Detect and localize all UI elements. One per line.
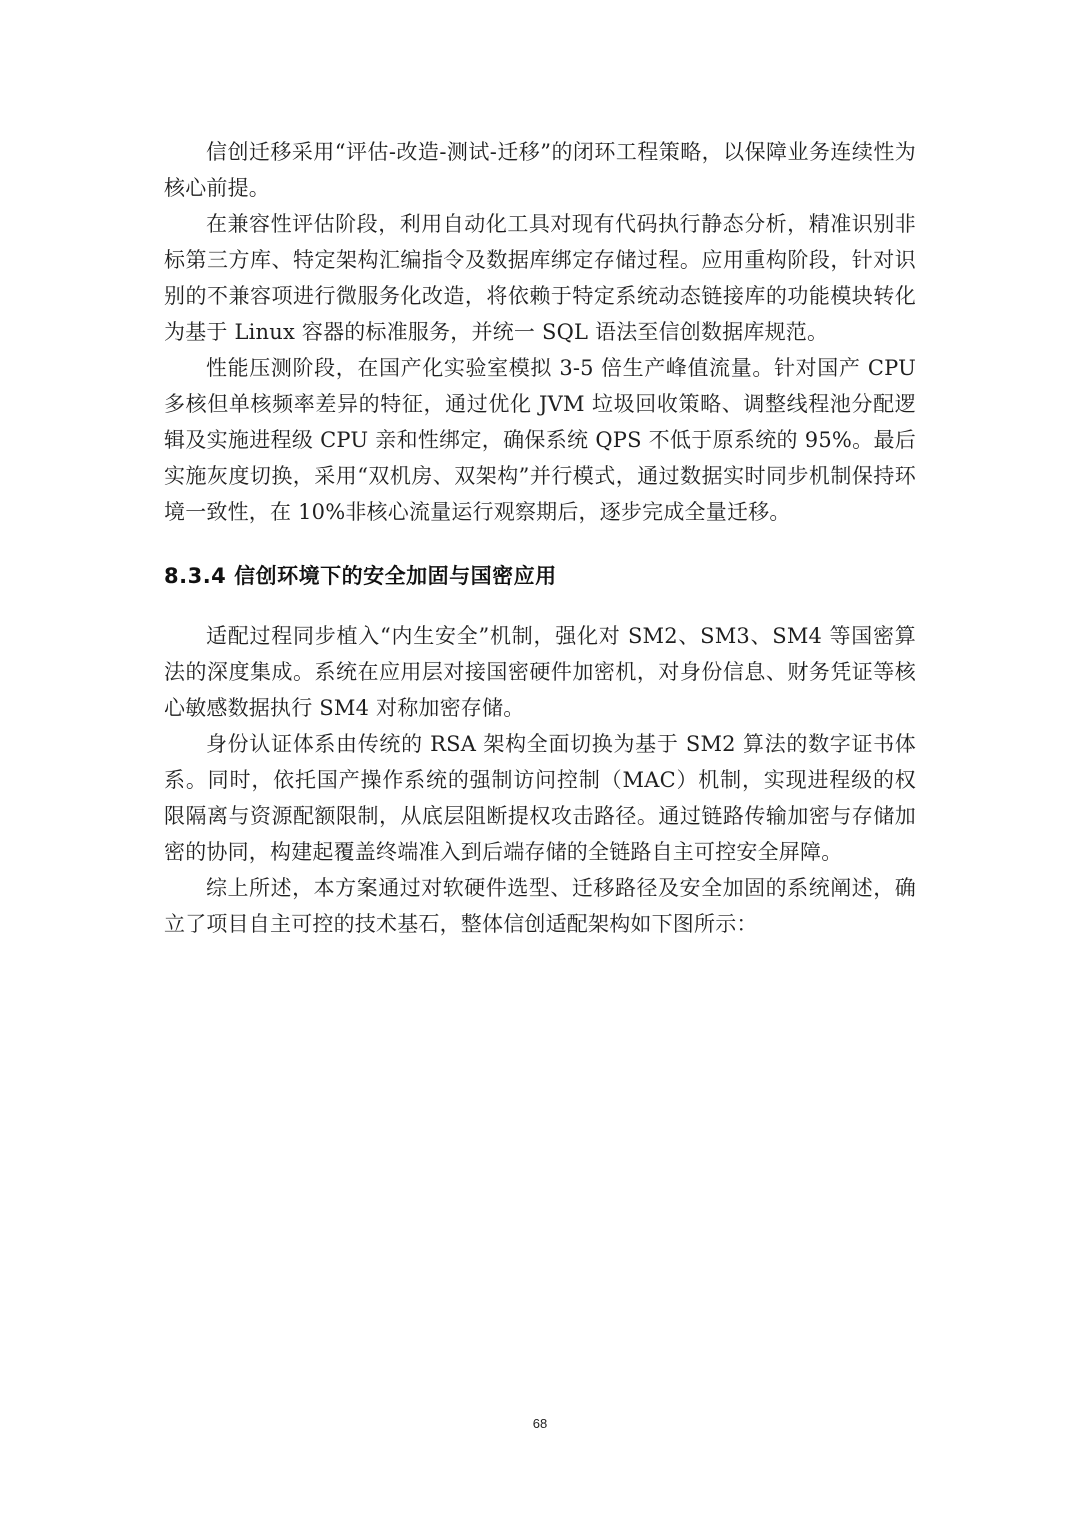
paragraph-performance-testing: 性能压测阶段，在国产化实验室模拟 3-5 倍生产峰值流量。针对国产 CPU 多核但单核频率差异的特征，通过优化 JVM 垃圾回收策略、调整线程池分配逻辑及实施进程级 CPU 亲和性绑定，确保系统 QPS 不低于原系统的 95%。最后实施灰度切换，采用“双机房、双架构”并行模式，通过数据实时同步机制保持环境一致性，在 10%非核心流量运行观察期后，逐步完成全量迁移。 (164, 356, 916, 524)
page-content (164, 134, 916, 942)
paragraph-compatibility-assessment: 在兼容性评估阶段，利用自动化工具对现有代码执行静态分析，精准识别非标第三方库、特定架构汇编指令及数据库绑定存储过程。应用重构阶段，针对识别的不兼容项进行微服务化改造，将依赖于特定系统动态链接库的功能模块转化为基于 Linux 容器的标准服务，并统一 SQL 语法至信创数据库规范。 (164, 212, 916, 344)
paragraph-intrinsic-security: 适配过程同步植入“内生安全”机制，强化对 SM2、SM3、SM4 等国密算法的深度集成。系统在应用层对接国密硬件加密机，对身份信息、财务凭证等核心敏感数据执行 SM4 对称加密存储。 (164, 624, 916, 720)
migration-strategy-section (164, 134, 916, 530)
paragraph-identity-authentication: 身份认证体系由传统的 RSA 架构全面切换为基于 SM2 算法的数字证书体系。同时，依托国产操作系统的强制访问控制（MAC）机制，实现进程级的权限隔离与资源配额限制，从底层阻断提权攻击路径。通过链路传输加密与存储加密的协同，构建起覆盖终端准入到后端存储的全链路自主可控安全屏障。 (164, 732, 916, 864)
paragraph-migration-strategy: 信创迁移采用“评估-改造-测试-迁移”的闭环工程策略，以保障业务连续性为核心前提。 (164, 140, 916, 200)
security-hardening-section (164, 618, 916, 942)
paragraph-summary: 综上所述，本方案通过对软硬件选型、迁移路径及安全加固的系统阐述，确立了项目自主可控的技术基石，整体信创适配架构如下图所示： (164, 876, 916, 936)
page-number: 68 (532, 1416, 548, 1431)
section-heading-8-3-4: 8.3.4 信创环境下的安全加固与国密应用 (164, 564, 557, 588)
